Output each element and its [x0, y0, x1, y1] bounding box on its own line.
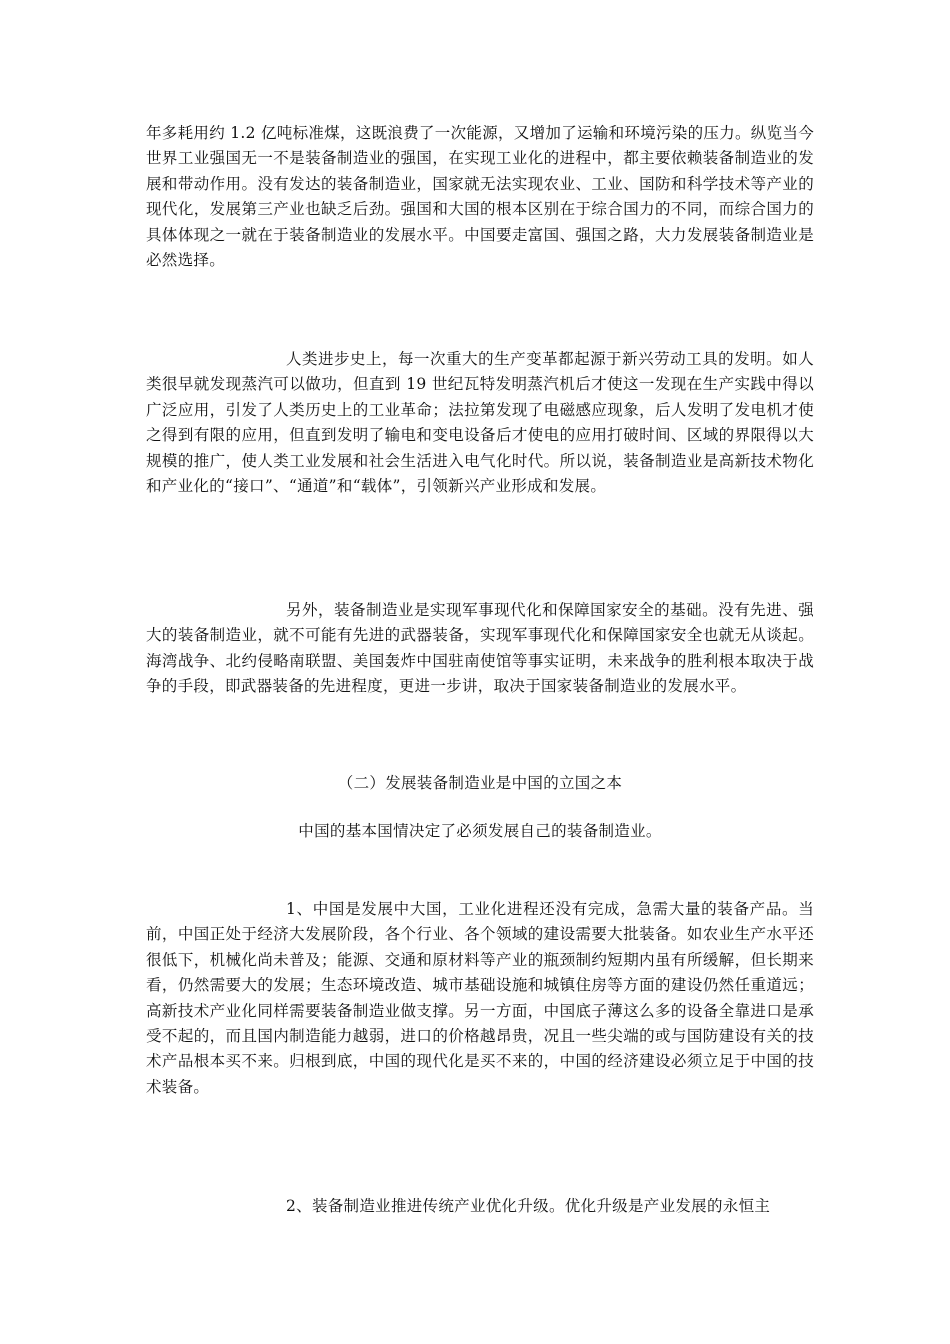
paragraph-energy-consumption: 年多耗用约 1.2 亿吨标准煤，这既浪费了一次能源，又增加了运输和环境污染的压力。纵览当今世界工业强国无一不是装备制造业的强国，在实现工业化的进程中，都主要依赖装备制造业的发展和带动作用。没有发达的装备制造业，国家就无法实现农业、工业、国防和科学技术等产业的现代化，发展第三产业也缺乏后劲。强国和大国的根本区别在于综合国力的不同，而综合国力的具体体现之一就在于装备制造业的发展水平。中国要走富国、强国之路，大力发展装备制造业是必然选择。 — [146, 124, 815, 270]
paragraph-industrial-revolution: 人类进步史上，每一次重大的生产变革都起源于新兴劳动工具的发明。如人类很早就发现蒸汽可以做功，但直到 19 世纪瓦特发明蒸汽机后才使这一发现在生产实践中得以广泛应用，引发了人类历史上的工业革命；法拉第发现了电磁感应现象，后人发明了发电机才使之得到有限的应用，但直到发明了输电和变电设备后才使电的应用打破时间、区域的界限得以大规模的推广，使人类工业发展和社会生活进入电气化时代。所以说，装备制造业是高新技术物化和产业化的“接口”、“通道”和“载体”，引领新兴产业形成和发展。 — [146, 350, 814, 496]
section-heading: （二）发展装备制造业是中国的立国之本 — [337, 774, 623, 792]
section-intro: 中国的基本国情决定了必须发展自己的装备制造业。 — [298, 822, 662, 840]
paragraph-point-1: 1、中国是发展中大国，工业化进程还没有完成，急需大量的装备产品。当前，中国正处于经济大发展阶段，各个行业、各个领域的建设需要大批装备。如农业生产水平还很低下，机械化尚未普及；能源、交通和原材料等产业的瓶颈制约短期内虽有所缓解，但长期来看，仍然需要大的发展；生态环境改造、城市基础设施和城镇住房等方面的建设仍然任重道远；高新技术产业化同样需要装备制造业做支撑。另一方面，中国底子薄这么多的设备全靠进口是承受不起的，而且国内制造能力越弱，进口的价格越昂贵，况且一些尖端的或与国防建设有关的技术产品根本买不来。归根到底，中国的现代化是买不来的，中国的经济建设必须立足于中国的技术装备。 — [146, 900, 814, 1096]
paragraph-national-security: 另外，装备制造业是实现军事现代化和保障国家安全的基础。没有先进、强大的装备制造业，就不可能有先进的武器装备，实现军事现代化和保障国家安全也就无从谈起。海湾战争、北约侵略南联盟、美国轰炸中国驻南使馆等事实证明，未来战争的胜利根本取决于战争的手段，即武器装备的先进程度，更进一步讲，取决于国家装备制造业的发展水平。 — [146, 601, 814, 696]
paragraph-point-2: 2、装备制造业推进传统产业优化升级。优化升级是产业发展的永恒主 — [286, 1197, 771, 1215]
